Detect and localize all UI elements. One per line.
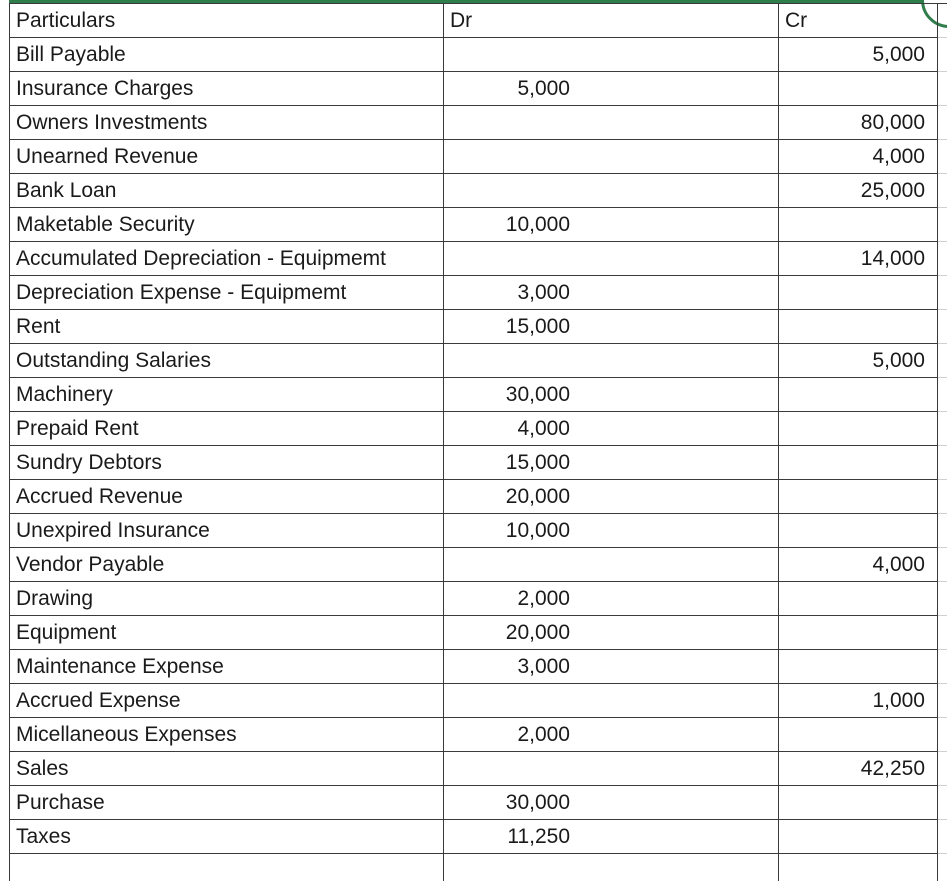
cr-cell[interactable] xyxy=(779,72,938,106)
table-row xyxy=(10,344,947,378)
table-row xyxy=(10,38,947,72)
particulars-cell[interactable]: Bank Loan xyxy=(10,174,444,208)
empty-cell[interactable] xyxy=(938,344,947,378)
particulars-cell[interactable]: Vendor Payable xyxy=(10,548,444,582)
dr-cell[interactable] xyxy=(444,174,779,208)
dr-cell[interactable] xyxy=(444,140,779,174)
dr-cell[interactable] xyxy=(444,106,779,140)
empty-cell[interactable] xyxy=(938,4,947,38)
cr-cell[interactable] xyxy=(779,378,938,412)
header-dr-cell[interactable]: Dr xyxy=(444,4,779,38)
dr-cell[interactable]: 5,000 xyxy=(444,72,779,106)
cr-cell[interactable] xyxy=(779,514,938,548)
particulars-cell[interactable]: Unexpired Insurance xyxy=(10,514,444,548)
table-row xyxy=(10,514,947,548)
table-row xyxy=(10,480,947,514)
empty-cell[interactable] xyxy=(938,242,947,276)
cr-cell[interactable] xyxy=(779,276,938,310)
table-row xyxy=(10,650,947,684)
empty-cell[interactable] xyxy=(938,72,947,106)
empty-cell[interactable] xyxy=(444,854,779,881)
particulars-cell[interactable]: Equipment xyxy=(10,616,444,650)
empty-cell[interactable] xyxy=(938,174,947,208)
empty-cell[interactable] xyxy=(938,514,947,548)
dr-cell[interactable] xyxy=(444,38,779,72)
empty-cell[interactable] xyxy=(938,684,947,718)
empty-row xyxy=(10,854,947,881)
cr-cell[interactable] xyxy=(779,582,938,616)
particulars-cell[interactable]: Taxes xyxy=(10,820,444,854)
empty-cell[interactable] xyxy=(938,548,947,582)
cr-cell[interactable]: 25,000 xyxy=(779,174,938,208)
cr-cell[interactable]: 1,000 xyxy=(779,684,938,718)
empty-cell[interactable] xyxy=(938,140,947,174)
empty-cell[interactable] xyxy=(938,310,947,344)
cr-cell[interactable]: 4,000 xyxy=(779,140,938,174)
empty-cell[interactable] xyxy=(779,854,938,881)
particulars-cell[interactable]: Bill Payable xyxy=(10,38,444,72)
cr-cell[interactable]: 42,250 xyxy=(779,752,938,786)
dr-cell[interactable] xyxy=(444,548,779,582)
table-row xyxy=(10,378,947,412)
header-particulars-cell[interactable]: Particulars xyxy=(10,4,444,38)
particulars-cell[interactable]: Accrued Expense xyxy=(10,684,444,718)
header-row xyxy=(10,4,947,38)
dr-cell[interactable]: 3,000 xyxy=(444,276,779,310)
spreadsheet-grid xyxy=(9,3,947,881)
dr-cell[interactable] xyxy=(444,344,779,378)
table-row xyxy=(10,106,947,140)
table-row xyxy=(10,582,947,616)
dr-cell[interactable]: 20,000 xyxy=(444,616,779,650)
particulars-cell[interactable]: Maketable Security xyxy=(10,208,444,242)
cr-cell[interactable]: 14,000 xyxy=(779,242,938,276)
empty-cell[interactable] xyxy=(938,854,947,881)
particulars-cell[interactable]: Purchase xyxy=(10,786,444,820)
cr-cell[interactable] xyxy=(779,616,938,650)
particulars-cell[interactable]: Unearned Revenue xyxy=(10,140,444,174)
particulars-cell[interactable]: Rent xyxy=(10,310,444,344)
empty-cell[interactable] xyxy=(938,616,947,650)
table-row xyxy=(10,446,947,480)
particulars-cell[interactable]: Micellaneous Expenses xyxy=(10,718,444,752)
dr-cell[interactable] xyxy=(444,242,779,276)
empty-cell[interactable] xyxy=(938,378,947,412)
empty-cell[interactable] xyxy=(938,106,947,140)
particulars-cell[interactable]: Machinery xyxy=(10,378,444,412)
dr-cell[interactable]: 2,000 xyxy=(444,582,779,616)
empty-cell[interactable] xyxy=(938,786,947,820)
particulars-cell[interactable]: Depreciation Expense - Equipmemt xyxy=(10,276,444,310)
cr-cell[interactable] xyxy=(779,650,938,684)
table-row xyxy=(10,786,947,820)
particulars-cell[interactable]: Accumulated Depreciation - Equipmemt xyxy=(10,242,444,276)
cr-cell[interactable] xyxy=(779,412,938,446)
table-row xyxy=(10,752,947,786)
dr-cell[interactable] xyxy=(444,752,779,786)
cr-cell[interactable] xyxy=(779,718,938,752)
particulars-cell[interactable]: Sundry Debtors xyxy=(10,446,444,480)
empty-cell[interactable] xyxy=(938,582,947,616)
cr-cell[interactable]: 5,000 xyxy=(779,38,938,72)
particulars-cell[interactable]: Maintenance Expense xyxy=(10,650,444,684)
cr-cell[interactable] xyxy=(779,208,938,242)
empty-cell[interactable] xyxy=(938,446,947,480)
table-row xyxy=(10,718,947,752)
table-row xyxy=(10,412,947,446)
cr-cell[interactable] xyxy=(779,820,938,854)
empty-cell[interactable] xyxy=(938,480,947,514)
empty-cell[interactable] xyxy=(938,38,947,72)
empty-cell[interactable] xyxy=(938,718,947,752)
cr-cell[interactable]: 5,000 xyxy=(779,344,938,378)
table-row xyxy=(10,208,947,242)
particulars-cell[interactable]: Insurance Charges xyxy=(10,72,444,106)
dr-cell[interactable] xyxy=(444,684,779,718)
trial-balance-table xyxy=(9,3,947,881)
dr-cell[interactable]: 20,000 xyxy=(444,480,779,514)
cr-cell[interactable] xyxy=(779,446,938,480)
table-row xyxy=(10,72,947,106)
dr-cell[interactable]: 4,000 xyxy=(444,412,779,446)
dr-cell[interactable]: 10,000 xyxy=(444,208,779,242)
empty-cell[interactable] xyxy=(938,752,947,786)
particulars-cell[interactable]: Drawing xyxy=(10,582,444,616)
header-cr-cell[interactable]: Cr xyxy=(779,4,938,38)
table-row xyxy=(10,548,947,582)
particulars-cell[interactable]: Sales xyxy=(10,752,444,786)
table-row xyxy=(10,276,947,310)
dr-cell[interactable]: 3,000 xyxy=(444,650,779,684)
dr-cell[interactable]: 30,000 xyxy=(444,786,779,820)
cr-cell[interactable] xyxy=(779,786,938,820)
table-row xyxy=(10,140,947,174)
empty-cell[interactable] xyxy=(938,650,947,684)
table-row xyxy=(10,684,947,718)
empty-cell[interactable] xyxy=(938,820,947,854)
table-row xyxy=(10,820,947,854)
table-row xyxy=(10,174,947,208)
particulars-cell[interactable]: Prepaid Rent xyxy=(10,412,444,446)
table-row xyxy=(10,242,947,276)
cr-cell[interactable] xyxy=(779,310,938,344)
cr-cell[interactable]: 4,000 xyxy=(779,548,938,582)
particulars-cell[interactable]: Outstanding Salaries xyxy=(10,344,444,378)
table-row xyxy=(10,616,947,650)
cr-cell[interactable] xyxy=(779,480,938,514)
dr-cell[interactable]: 11,250 xyxy=(444,820,779,854)
empty-cell[interactable] xyxy=(10,854,444,881)
dr-cell[interactable]: 30,000 xyxy=(444,378,779,412)
dr-cell[interactable]: 10,000 xyxy=(444,514,779,548)
dr-cell[interactable]: 15,000 xyxy=(444,310,779,344)
dr-cell[interactable]: 15,000 xyxy=(444,446,779,480)
table-row xyxy=(10,310,947,344)
empty-cell[interactable] xyxy=(938,208,947,242)
dr-cell[interactable]: 2,000 xyxy=(444,718,779,752)
cr-cell[interactable]: 80,000 xyxy=(779,106,938,140)
particulars-cell[interactable]: Owners Investments xyxy=(10,106,444,140)
empty-cell[interactable] xyxy=(938,412,947,446)
particulars-cell[interactable]: Accrued Revenue xyxy=(10,480,444,514)
empty-cell[interactable] xyxy=(938,276,947,310)
